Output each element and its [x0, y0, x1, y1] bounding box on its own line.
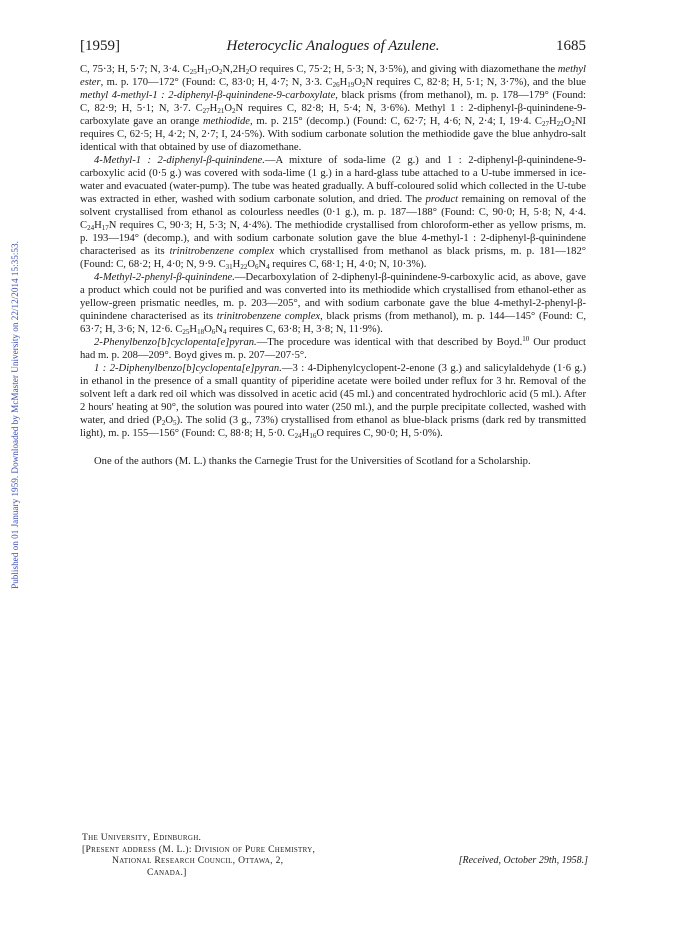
address-line: National Research Council, Ottawa, 2, — [112, 855, 284, 866]
running-header — [80, 38, 586, 56]
received-date: [Received, October 29th, 1958.] — [458, 855, 588, 866]
paragraph-ester: C, 75·3; H, 5·7; N, 3·4. $C_{25}H_{17}O_2N,2H_2O$ requires C, 75·2; H, 5·3; N, 3·5%), and giving with diazomethane the methyl ester, m. p. 170—172° (Found: C, 83·0; H, 4·7; N, 3·3. $C_{26}H_{19}O_2N$ requires C, 82·8; H, 5·1; N, 3·7%), and the blue methyl 4-methyl-1 : 2-diphenyl-β-quinindene-9-carboxylate, black prisms (from methanol), m. p. 178—179° (Found: C, 82·9; H, 5·1; N, 3·7. $C_{27}H_{21}O_2N$ requires C, 82·8; H, 5·4; N, 3·6%). Methyl 1 : 2-diphenyl-β-quinindene-9-carboxylate gave an orange methiodide, m. p. 215° (decomp.) (Found: C, 62·7; H, 4·6; N, 2·4; I, 19·4. $C_{27}H_{22}O_2NI$ requires C, 62·5; H, 4·2; N, 2·7; I, 24·5%). With sodium carbonate solution the methiodide gave the blue anhydro-salt identical with that obtained by use of diazomethane. — [80, 64, 587, 153]
article-body — [80, 63, 586, 468]
download-notice: Published on 01 January 1959. Downloaded by McMaster University on 22/12/2014 15:35:53. — [10, 241, 20, 589]
author-address — [82, 832, 588, 878]
section-heading: 4-Methyl-1 : 2-diphenyl-β-quinindene. — [94, 155, 265, 166]
side-margin — [0, 0, 30, 935]
page-number: 1685 — [556, 38, 586, 54]
paragraph-methyl-diphenyl: 4-Methyl-1 : 2-diphenyl-β-quinindene.—A mixture of soda-lime (2 g.) and 1 : 2-diphenyl-β-quinindene-9-carboxylic acid (0·5 g.) was covered with soda-lime (1 g.) in a hard-glass tube attached to a U-tube immersed in ice-water and evacuated (water-pump). The tube was heated gradually. A buff-coloured solid which collected in the U-tube was extracted in ether, washed with sodium carbonate solution, and dried. The product remaining on removal of the solvent crystallised from ethanol as colourless needles (0·1 g.), m. p. 187—188° (Found: C, 90·0; H, 5·8; N, 4·4. $C_{24}H_{17}N$ requires C, 90·3; H, 5·3; N, 4·4%). The methiodide crystallised from chloroform-ether as yellow prisms, m. p. 193—194° (decomp.), and with sodium carbonate solution gave the blue 4-methyl-1 : 2-diphenyl-β-quinindene characterised as its trinitrobenzene complex which crystallised from methanol as black prisms, m. p. 181—182° (Found: C, 68·2; H, 4·0; N, 9·9. $C_{31}H_{22}O_6N_4$ requires C, 68·1; H, 4·0; N, 10·3%). — [80, 155, 586, 271]
header-year: [1959] — [80, 38, 120, 54]
section-heading: 1 : 2-Diphenylbenzo[b]cyclopenta[e]pyran. — [94, 363, 282, 374]
section-heading: 4-Methyl-2-phenyl-β-quinindene. — [94, 272, 235, 283]
section-heading: 2-Phenylbenzo[b]cyclopenta[e]pyran. — [94, 337, 257, 348]
paragraph-phenylbenzo: 2-Phenylbenzo[b]cyclopenta[e]pyran.—The procedure was identical with that described by Boyd.$^{10}$ Our product had m. p. 208—209°. Boyd gives m. p. 207—207·5°. — [80, 335, 587, 361]
acknowledgement: One of the authors (M. L.) thanks the Carnegie Trust for the Universities of Scotland for a Scholarship. — [94, 456, 531, 467]
address-line: [Present address (M. L.): Division of Pure Chemistry, — [82, 843, 316, 855]
paragraph-methyl-phenyl: 4-Methyl-2-phenyl-β-quinindene.—Decarboxylation of 2-diphenyl-β-quinindene-9-carboxylic acid, as above, gave a product which could not be purified and was converted into its methiodide which crystallised from ethanol-ether as yellow-green prismatic needles, m. p. 203—205°, and with sodium carbonate gave the blue 4-methyl-2-phenyl-β-quinindene characterised as its trinitrobenzene complex, black prisms (from methanol), m. p. 144—145° (Found: C, 63·7; H, 3·6; N, 12·6. $C_{25}H_{18}O_6N_4$ requires C, 63·8; H, 3·8; N, 11·9%). — [80, 272, 587, 336]
address-line: The University, Edinburgh. — [82, 832, 202, 843]
header-title: Heterocyclic Analogues of Azulene. — [226, 38, 440, 54]
address-line: Canada.] — [147, 866, 187, 878]
paragraph-diphenylbenzo: 1 : 2-Diphenylbenzo[b]cyclopenta[e]pyran.—3 : 4-Diphenylcyclopent-2-enone (3 g.) and salicylaldehyde (1·6 g.) in ethanol in the presence of a small quantity of piperidine acetate were boiled under reflux for 3 hr. Removal of the solvent left a dark red oil which was dissolved in acetic acid (45 ml.) and concentrated hydrochloric acid (5 ml.). After 2 hours' heating at 90°, the solution was poured into water (250 ml.), and the purple precipitate collected, washed with water, and dried $(P_2O_5)$. The solid (3 g., 73%) crystallised from ethanol as blue-black prisms (dark red by transmitted light), m. p. 155—156° (Found: C, 88·8; H, 5·0. $C_{24}H_{16}O$ requires C, 90·0; H, 5·0%). — [80, 363, 586, 440]
reference-marker: 10 — [522, 335, 530, 343]
